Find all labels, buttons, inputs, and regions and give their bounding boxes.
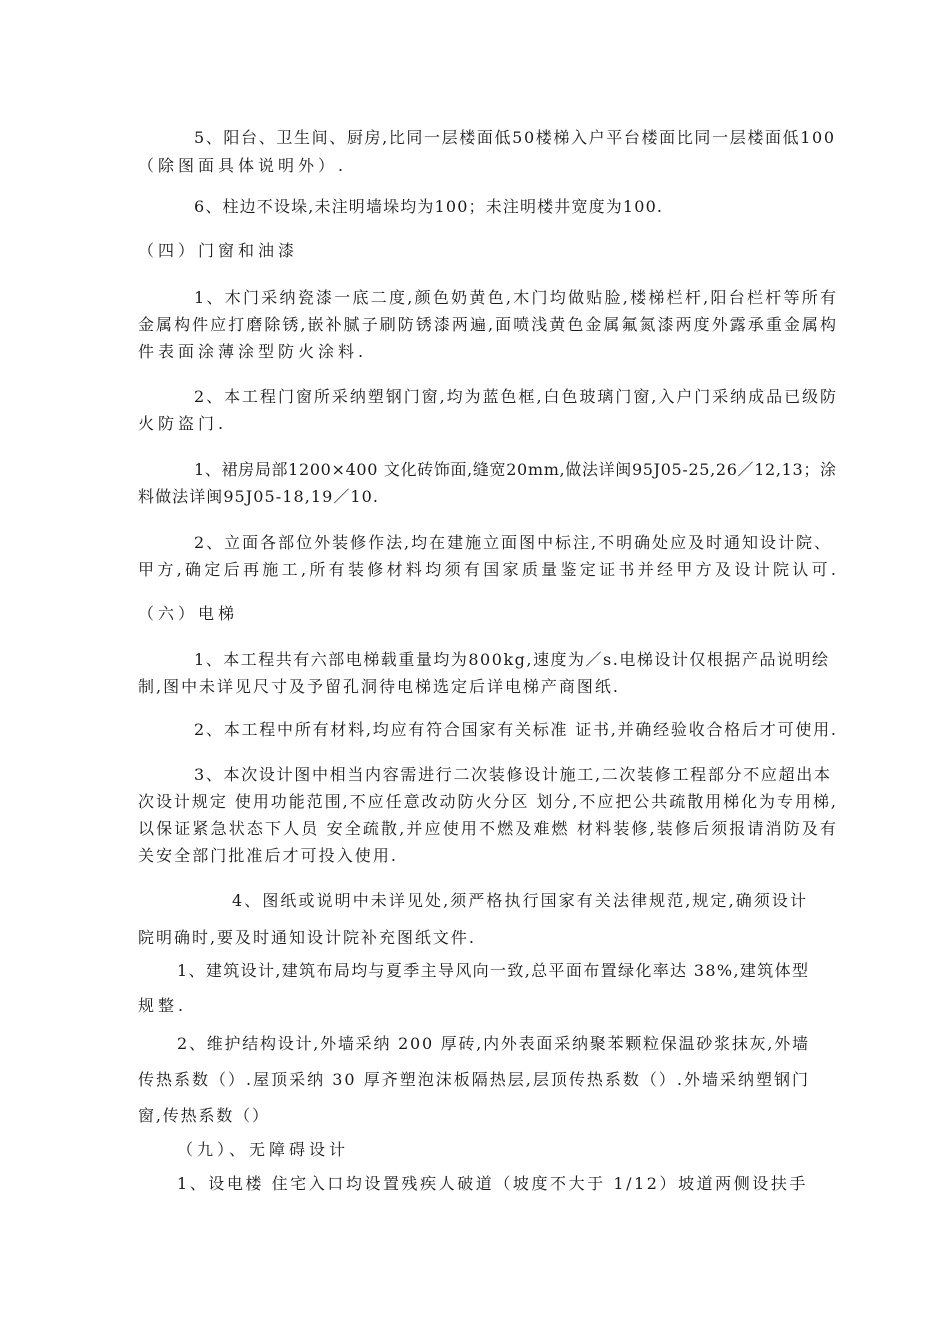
text-line: 2、本工程门窗所采纳塑钢门窗,均为蓝色框,白色玻璃门窗,入户门采纳成品已级防 bbox=[194, 387, 838, 406]
text-line: （除图面具体说明外）. bbox=[138, 156, 348, 175]
section-heading: （六）电梯 bbox=[138, 604, 239, 623]
text-line: 窗,传热系数（） bbox=[138, 1106, 270, 1125]
text-line: 以保证紧急状态下人员 安全疏散,并应使用不燃及难燃 材料装修,装修后须报请消防及有 bbox=[138, 819, 839, 838]
text-line: 1、本工程共有六部电梯载重量均为800kg,速度为／s.电梯设计仅根据产品说明绘 bbox=[194, 650, 830, 669]
text-line: 金属构件应打磨除锈,嵌补腻子刷防锈漆两遍,面喷浅黄色金属氟氮漆两度外露承重金属构 bbox=[138, 315, 839, 334]
text-line: 关安全部门批准后才可投入使用. bbox=[138, 846, 399, 865]
text-line: 1、木门采纳瓷漆一底二度,颜色奶黄色,木门均做贴脸,楼梯栏杆,阳台栏杆等所有 bbox=[194, 288, 839, 307]
text-line: 3、本次设计图中相当内容需进行二次装修设计施工,二次装修工程部分不应超出本 bbox=[194, 765, 832, 784]
section-heading: （四）门窗和油漆 bbox=[138, 241, 299, 260]
text-line: 传热系数（）.屋顶采纳 30 厚齐塑泡沫板隔热层,层顶传热系数（）.外墙采纳塑钢门 bbox=[138, 1070, 810, 1089]
text-line: 料做法详闽95J05-18,19／10. bbox=[138, 487, 380, 506]
text-line: 2、本工程中所有材料,均应有符合国家有关标准 证书,并确经验收合格后才可使用. bbox=[194, 720, 838, 739]
text-line: 火防盗门. bbox=[138, 414, 228, 433]
text-line: 1、裙房局部1200×400 文化砖饰面,缝宽20mm,做法详闽95J05-25,26／12,13；涂 bbox=[194, 460, 837, 479]
text-line: 2、维护结构设计,外墙采纳 200 厚砖,内外表面采纳聚苯颗粒保温砂浆抹灰,外墙 bbox=[177, 1034, 810, 1053]
text-line: 甲方,确定后再施工,所有装修材料均须有国家质量鉴定证书并经甲方及设计院认可. bbox=[138, 560, 840, 579]
text-line: 2、立面各部位外装修作法,均在建施立面图中标注,不明确处应及时通知设计院、 bbox=[194, 533, 832, 552]
text-line: 制,图中未详见尺寸及予留孔洞待电梯选定后详电梯产商图纸. bbox=[138, 677, 620, 696]
text-line: 5、阳台、卫生间、厨房,比同一层楼面低50楼梯入户平台楼面比同一层楼面低100 bbox=[194, 128, 836, 147]
text-line: 1、设电楼 住宅入口均设置残疾人破道（坡度不大于 1/12）坡道两侧设扶手 bbox=[177, 1174, 808, 1193]
section-heading: （九）、无障碍设计 bbox=[177, 1140, 350, 1159]
text-line: 规整. bbox=[138, 996, 188, 1015]
text-line: 4、图纸或说明中未详见处,须严格执行国家有关法律规范,规定,确须设计 bbox=[232, 891, 809, 910]
text-line: 6、柱边不设垛,未注明墙垛均为100；未注明楼井宽度为100. bbox=[194, 197, 664, 216]
text-line: 1、建筑设计,建筑布局均与夏季主导风向一致,总平面布置绿化率达 38%,建筑体型 bbox=[177, 961, 810, 980]
text-line: 次设计规定 使用功能范围,不应任意改动防火分区 划分,不应把公共疏散用梯化为专用梯, bbox=[138, 792, 838, 811]
text-line: 件表面涂薄涂型防火涂料. bbox=[138, 342, 368, 361]
text-line: 院明确时,要及时通知设计院补充图纸文件. bbox=[138, 928, 476, 947]
